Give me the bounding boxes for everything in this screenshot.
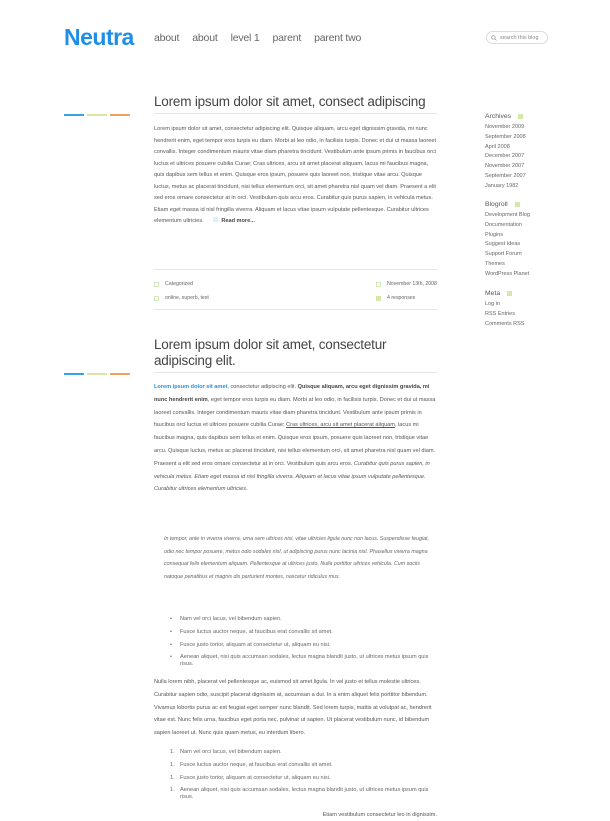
post-date bbox=[376, 281, 437, 287]
post-tags bbox=[154, 295, 209, 301]
sidebar-meta bbox=[485, 290, 560, 329]
stripe-blue bbox=[64, 114, 84, 116]
sidebar-link[interactable]: Documentation bbox=[485, 221, 522, 228]
post-stripes bbox=[64, 114, 130, 116]
nav-level-1[interactable]: level 1 bbox=[230, 32, 260, 44]
calendar-icon bbox=[376, 282, 381, 287]
text: , eget tempor eros turpis eu diam. Morbi at leo odio, in facilisis turpis. Donec et dui ut massa laoreet convallis. Integer condimentum mauris vitae diam pharetra tincidunt. Vestibulum ante ipsum primis in faucibus orci luctus et ultrices posuere cubilia Curae; bbox=[154, 396, 436, 429]
sidebar-link[interactable]: WordPress Planet bbox=[485, 270, 530, 277]
stripe-orange bbox=[110, 114, 130, 116]
post-title-line: adipiscing elit. bbox=[154, 353, 236, 368]
read-more-icon bbox=[213, 217, 218, 222]
list-item: • Fusce justo tortor, aliquam at consectetur ut, aliquam eu nisi. bbox=[170, 641, 331, 648]
divider bbox=[154, 113, 437, 114]
post-responses bbox=[376, 295, 415, 301]
heading-marker-icon bbox=[518, 114, 523, 119]
post-paragraph: Etiam vestibulum consectetur leo in dignissim. bbox=[322, 812, 437, 818]
search-input[interactable] bbox=[486, 31, 548, 44]
sidebar-link[interactable]: December 2007 bbox=[485, 153, 525, 160]
sidebar-heading: Meta bbox=[485, 290, 560, 297]
list-item: • Aenean aliquet, nisi quis accumsan sodales, lectus magna blandit justo, ut ultrices metus ipsum quis risus. bbox=[170, 654, 429, 667]
numbered-list bbox=[170, 749, 437, 807]
italic-text: Curabitur quis purus sapien, in vehicula metus. Etiam eget massa id nisl fringilla viverra. Aliquam et lacus vitae ipsum vulputate pellentesque. Curabitur ultrices elementum ultricies. bbox=[154, 460, 430, 493]
list-item: • Fusce luctus auctor neque, at faucibus erat convallis sit amet. bbox=[170, 628, 333, 635]
post-paragraph: Lorem ipsum dolor sit amet, consectetur adipiscing elit. Quisque aliquam, arcu eget dignissim gravida, mi nunc hendrerit enim, eget tempor eros turpis eu diam. Morbi at leo odio, in facilisis turpis. Donec et dui ut massa laoreet convallis. Integer condimentum mauris vitae diam pharetra tincidunt. Vestibulum ante ipsum primis in faucibus orci luctus et ultrices posuere cubilia Curae; Cras ultrices, arcu sit amet placerat aliquam, lacus mi faucibus magna, quis dapibus sem tellus et enim. Quisque eros ipsum, posuere quis laoreet non, tristique vitae arcu. Quisque luctus, metus ac placerat tincidunt, nisi tellus elementum orci, sit amet pharetra nisl quam vel diam. Praesent a elit sed eros ornare consectetur at in orci. Vestibulum quis arcu eros. Curabitur quis purus sapien, in vehicula metus. Etiam eget massa id nisl fringilla viverra. Aliquam et lacus vitae ipsum vulputate pellentesque. Curabitur ultrices elementum ultricies. bbox=[154, 126, 436, 224]
sidebar-link[interactable]: Comments RSS bbox=[485, 320, 525, 327]
sidebar-link[interactable]: Themes bbox=[485, 260, 505, 267]
site-logo[interactable]: Neutra bbox=[64, 24, 134, 50]
text: , consectetur adipiscing elit. bbox=[227, 384, 298, 390]
divider bbox=[154, 372, 437, 373]
sidebar-blogroll bbox=[485, 201, 560, 280]
list-item: 1. Fusce justo tortor, aliquam at consectetur ut, aliquam eu nisi. bbox=[170, 774, 331, 781]
nav-about-2[interactable]: about bbox=[192, 32, 218, 44]
sidebar-link[interactable]: Plugins bbox=[485, 231, 504, 238]
nav-parent[interactable]: parent bbox=[272, 32, 302, 44]
post-title[interactable] bbox=[154, 337, 386, 369]
sidebar-link[interactable]: April 2008 bbox=[485, 143, 510, 150]
stripe-green bbox=[87, 114, 107, 116]
category-link[interactable]: Categorized bbox=[165, 281, 193, 287]
sidebar-heading: Archives bbox=[485, 113, 560, 120]
post-paragraph: Nulla lorem nibh, placerat vel pellentesque ac, euismod sit amet ligula. In vel justo et tellus molestie ultrices. Curabitur sapien odio, suscipit placerat dignissim at, accumsan a dui. In a enim aliquet felis porttitor bibendum. Vivamus lobortis purus ac est feugiat eget semper nunc blandit. Sed lorem turpis, mattis at volutpat ac, hendrerit vitae est. Nunc felis urna, faucibus eget porta nec, pulvinar ut sapien. Ut placerat vestibulum nunc, id bibendum sapien laoreet ut. Nunc quis quam metus, eu interdum libero. bbox=[154, 679, 432, 737]
post-body bbox=[154, 124, 437, 228]
list-item: 1. Nam vel orci lacus, vel bibendum sapien. bbox=[170, 749, 282, 755]
lead-link[interactable]: Lorem ipsum dolor sit amet bbox=[154, 384, 228, 390]
stripe-blue bbox=[64, 373, 84, 375]
post-title[interactable]: Lorem ipsum dolor sit amet, consect adipiscing bbox=[154, 94, 426, 109]
read-more-link[interactable]: Read more... bbox=[221, 218, 255, 224]
bold-text: Quisque aliquam, arcu eget dignissim gravida, mi nunc hendrerit enim bbox=[154, 384, 430, 403]
blockquote: In tempor, ante in viverra viverra, urna sem ultrices nisi, vitae ultricies ligula nunc non lacus. Suspendisse feugiat, odio nec tempor posuere, metus odio sodales nisl, ut adipiscing purus nunc lacinia nisl. Phasellus viverra magna consequat felis elementum aliquam. Pellentesque at ultrices justo. Nulla porttitor ultrices vehicula. Cum sociis natoque penatibus et magnis dis parturient montes, nascetur ridiculus mus. bbox=[164, 536, 429, 580]
sidebar-link[interactable]: November 2007 bbox=[485, 163, 525, 170]
stripe-orange bbox=[110, 373, 130, 375]
list-item: 1. Aenean aliquet, nisi quis accumsan sodales, lectus magna blandit justo, ut ultrices metus ipsum quis risus. bbox=[170, 787, 429, 800]
divider bbox=[154, 309, 437, 310]
post-category bbox=[154, 281, 193, 287]
comment-icon bbox=[376, 296, 381, 301]
sidebar-link[interactable]: Log in bbox=[485, 301, 500, 307]
sidebar-link[interactable]: January 1982 bbox=[485, 182, 519, 189]
search-icon bbox=[491, 35, 497, 41]
main-nav bbox=[154, 32, 374, 44]
responses-link[interactable]: 4 responses bbox=[387, 295, 416, 301]
date-text: November 13th, 2008 bbox=[387, 281, 437, 287]
nav-about[interactable]: about bbox=[154, 32, 180, 44]
post-title-line: Lorem ipsum dolor sit amet, consectetur bbox=[154, 337, 387, 352]
stripe-green bbox=[87, 373, 107, 375]
sidebar-link[interactable]: RSS Entries bbox=[485, 310, 515, 317]
sidebar-link[interactable]: Suggest Ideas bbox=[485, 241, 521, 248]
sidebar-heading: Blogroll bbox=[485, 201, 560, 208]
sidebar-link[interactable]: November 2009 bbox=[485, 124, 525, 130]
search-placeholder: search this blog bbox=[500, 34, 539, 41]
sidebar-link[interactable]: September 2007 bbox=[485, 172, 526, 179]
tags-links[interactable]: online, superb, test bbox=[165, 295, 209, 301]
sidebar-link[interactable]: September 2008 bbox=[485, 133, 526, 140]
heading-marker-icon bbox=[515, 202, 520, 207]
folder-icon bbox=[154, 282, 159, 287]
bullet-list bbox=[170, 616, 437, 674]
sidebar-link[interactable]: Support Forum bbox=[485, 251, 522, 258]
heading-marker-icon bbox=[507, 291, 512, 296]
list-item: • Nam vel orci lacus, vel bibendum sapien. bbox=[170, 616, 282, 622]
divider bbox=[154, 269, 437, 270]
text: , lacus mi faucibus magna, quis dapibus sem tellus et enim. Quisque eros ipsum, posuere quis laoreet non, tristique vitae arcu. Quisque luctus, metus ac placerat tincidunt, nisi tellus elementum orci, sit amet pharetra nisl quam vel diam. Praesent a elit sed eros ornare consectetur at in orci. Vestibulum quis arcu eros. bbox=[154, 422, 436, 467]
post-stripes bbox=[64, 373, 130, 375]
nav-parent-two[interactable]: parent two bbox=[314, 32, 362, 44]
sidebar-link[interactable]: Development Blog bbox=[485, 212, 530, 218]
tag-icon bbox=[154, 296, 159, 301]
sidebar-archives bbox=[485, 113, 560, 192]
post-body bbox=[154, 381, 437, 496]
list-item: 1. Fusce luctus auctor neque, at faucibus erat convallis sit amet. bbox=[170, 761, 333, 768]
underlined-text: Cras ultrices, arcu sit amet placerat aliquam bbox=[286, 422, 395, 429]
